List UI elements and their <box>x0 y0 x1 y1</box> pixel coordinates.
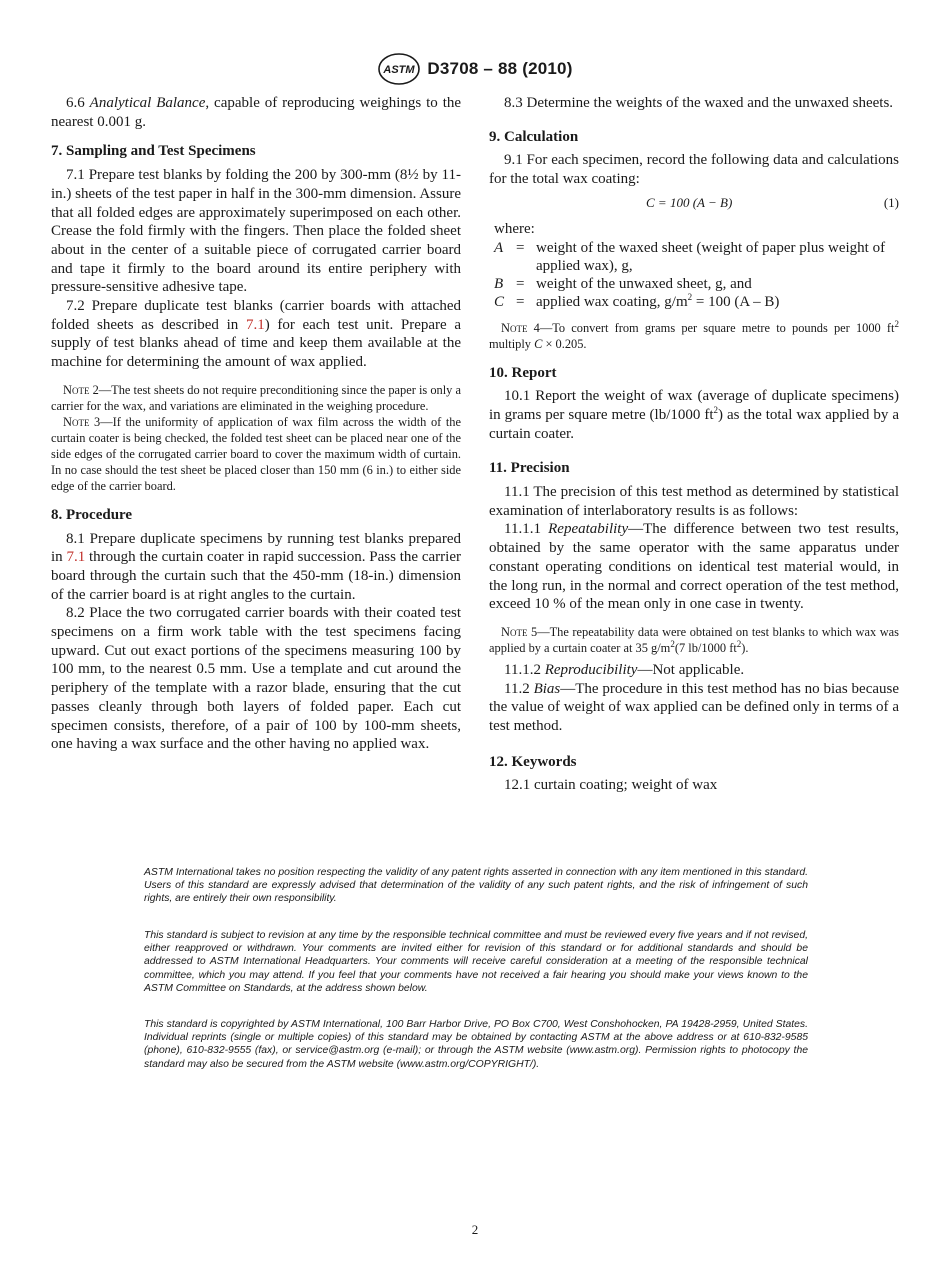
svg-text:ASTM: ASTM <box>383 64 415 76</box>
definition-row: A = weight of the waxed sheet (weight of paper plus weight of applied wax), g, <box>494 239 886 274</box>
equation-number: (1) <box>883 194 899 210</box>
definition-row: B = weight of the unwaxed sheet, g, and <box>494 275 752 292</box>
section-8-2: 8.2 Place the two corrugated carrier boards with their coated test specimens on a firm work table with the test specimens facing upward. Cut out exact portions of the specimens measuring 100 by 100 mm, to the nearest 0.5 mm. Use a template and cut around the periphery of the template with a razor blade, ensuring that the cut passes cleanly through both layers of folded paper. Each cut specimen consists, therefore, of a pair of 100 by 100-mm sheets, one having a wax surface and the other having no applied wax. <box>51 605 461 753</box>
section-7-1-link[interactable]: 7.1 <box>245 316 265 333</box>
equation-formula: C = 100 (A − B) <box>646 194 733 210</box>
equation-1 <box>489 193 899 215</box>
section-7-heading: 7. Sampling and Test Specimens <box>51 143 256 160</box>
definition-row: C = applied wax coating, $g/m^2 = 100$ (A – B) <box>494 291 780 310</box>
section-10-1: 10.1 Report the weight of wax (average of duplicate specimens) in grams per square metre (lb/1000 $ft^2$) as the total wax applied by a curtain coater. <box>489 388 899 442</box>
note-4: Note 4—To convert from grams per square metre to pounds per 1000 $ft^2$ multiply C × 0.205. <box>489 318 899 351</box>
section-6-6: 6.6 Analytical Balance, capable of reproducing weighings to the nearest 0.001 g. <box>51 95 462 130</box>
page-number: 2 <box>471 1222 479 1237</box>
note-5: Note 5—The repeatability data were obtained on test blanks to which wax was applied by a curtain coater at 35 $g/m^2(7$ lb/1000 $ft^2$). <box>489 624 899 655</box>
variable-definitions <box>489 239 899 311</box>
where-label: where: <box>494 220 535 237</box>
revision-notice: This standard is subject to revision at any time by the responsible technical committee and must be reviewed every five years and if not revised, either reapproved or withdrawn. Your comments are invited either for revision of this standard or for additional standards and should be addressed to ASTM International Headquarters. Your comments will receive careful consideration at a meeting of the responsible technical committee, which you may attend. If you feel that your comments have not received a fair hearing you should make your views known to the ASTM Committee on Standards, at the address shown below. <box>144 930 808 994</box>
page-header <box>0 52 950 86</box>
section-9-1: 9.1 For each specimen, record the following data and calculations for the total wax coating: <box>489 152 899 188</box>
section-8-1: 8.1 Prepare duplicate specimens by running test blanks prepared in 7.1 through the curtain coater in rapid succession. Pass the carrier board through the curtain such that the 450-mm (18-in.) dimension of the carrier board is at right angles to the curtain. <box>51 530 461 603</box>
section-12-1: 12.1 curtain coating; weight of wax <box>504 777 718 794</box>
astm-logo-icon <box>377 52 421 86</box>
patent-disclaimer: ASTM International takes no position respecting the validity of any patent rights asserted in connection with any item mentioned in this standard. Users of this standard are expressly advised that determination of the validity of any such patent rights, and the risk of infringement of such rights, are entirely their own responsibility. <box>144 867 808 905</box>
section-12-heading: 12. Keywords <box>489 753 577 770</box>
section-8-3: 8.3 Determine the weights of the waxed and the unwaxed sheets. <box>504 95 894 111</box>
section-11-2: 11.2 Bias—The procedure in this test method has no bias because the value of weight of wax applied can be defined only in terms of a test method. <box>489 680 899 735</box>
section-10-heading: 10. Report <box>489 364 557 381</box>
section-11-1: 11.1 The precision of this test method as determined by statistical examination of interlaboratory results is as follows: <box>489 484 899 519</box>
section-9-heading: 9. Calculation <box>489 128 579 145</box>
section-11-1-2: 11.1.2 Reproducibility—Not applicable. <box>504 661 745 678</box>
copyright-notice: This standard is copyrighted by ASTM International, 100 Barr Harbor Drive, PO Box C700, West Conshohocken, PA 19428-2959, United States. Individual reprints (single or multiple copies) of this standard may be obtained by contacting ASTM at the above address or at 610-832-9585 (phone), 610-832-9555 (fax), or service@astm.org (e-mail); or through the ASTM website (www.astm.org). Permission rights to photocopy the standard may also be secured from the ASTM website (www.astm.org/COPYRIGHT/). <box>144 1019 808 1070</box>
section-7-2: 7.2 Prepare duplicate test blanks (carrier boards with attached folded sheets as described in 7.1) for each test unit. Prepare a supply of test blanks ahead of time and keep them available at the machine for determining the amount of wax applied. <box>51 298 461 371</box>
section-11-1-1: 11.1.1 Repeatability—The difference between two test results, obtained by the same operator with the same apparatus under constant operating conditions on identical test material would, in the long run, in the normal and correct operation of the test method, exceed 10 % of the mean only in one case in twenty. <box>489 521 899 613</box>
standard-designation: D3708 – 88 (2010) <box>427 59 573 78</box>
section-7-1-link[interactable]: 7.1 <box>66 549 86 566</box>
right-column <box>489 94 899 795</box>
section-11-heading: 11. Precision <box>489 460 570 477</box>
left-column <box>51 94 461 754</box>
note-3: Note 3—If the uniformity of application of wax film across the width of the curtain coater is being checked, the folded test sheet can be placed near one of the side edges of the corrugated carrier board to cover the maximum width of curtain. In no case should the test sheet be placed closer than 150 mm (6 in.) to either side edge of the carrier board. <box>51 414 461 493</box>
section-8-heading: 8. Procedure <box>51 506 133 523</box>
section-7-1: 7.1 Prepare test blanks by folding the 200 by 300-mm (8½ by 11-in.) sheets of the test paper in half in the 300-mm dimension. Assure that all folded edges are approximately superimposed on each other. Crease the fold firmly with the fingers. Then place the folded sheet about in the center of a suitable piece of corrugated carrier board and tape it firmly to the board around its entire periphery with pressure-sensitive adhesive tape. <box>51 167 461 296</box>
note-2: Note 2—The test sheets do not require preconditioning since the paper is only a carrier for the wax, and variations are eliminated in the weighing procedure. <box>51 382 461 413</box>
